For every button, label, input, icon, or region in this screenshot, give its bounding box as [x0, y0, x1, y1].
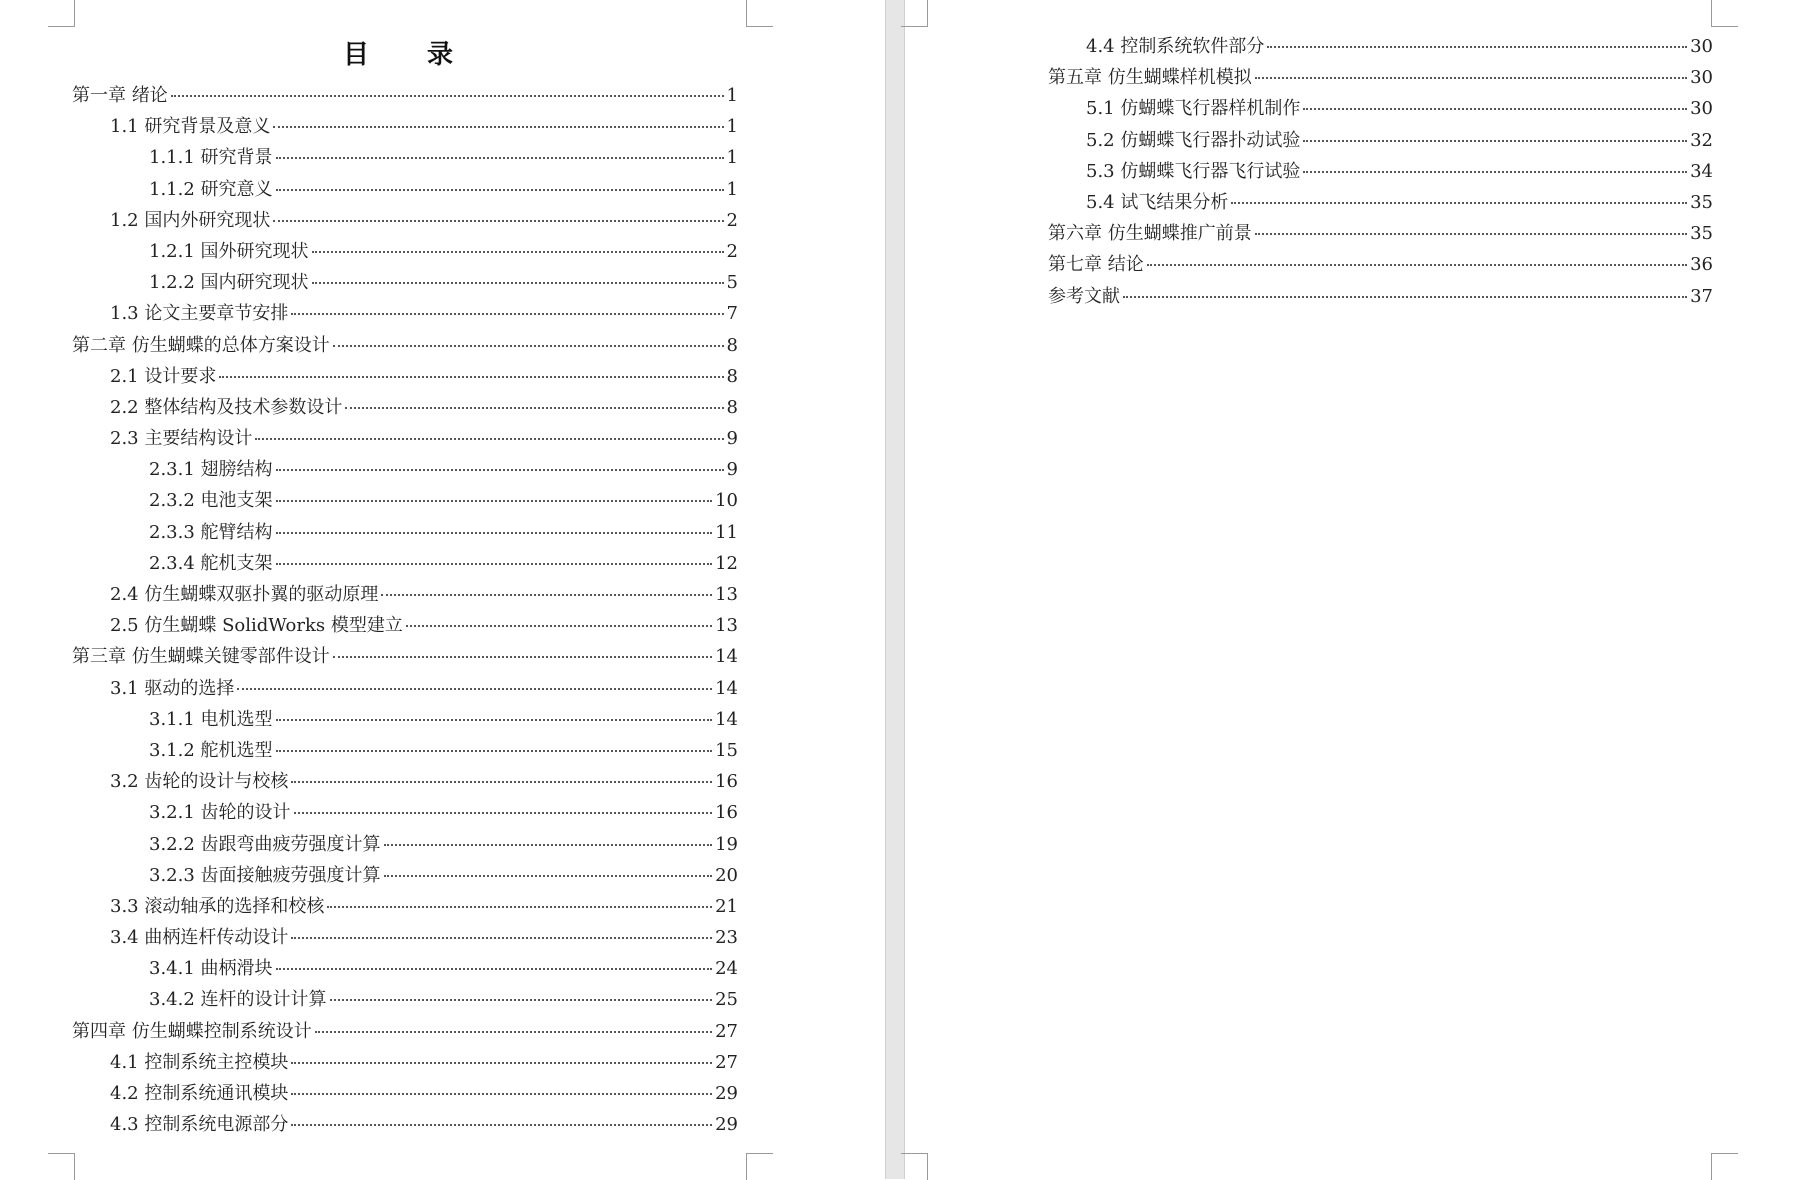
toc-dot-leader — [1147, 264, 1687, 266]
toc-entry[interactable] — [72, 891, 738, 922]
toc-entry-label: 4.3 控制系统电源部分 — [110, 1114, 289, 1136]
toc-entry[interactable] — [1048, 62, 1713, 93]
toc-entry-label: 4.2 控制系统通讯模块 — [110, 1083, 289, 1104]
toc-entry-page-number: 27 — [715, 1020, 738, 1042]
toc-entry[interactable] — [72, 80, 738, 111]
toc-entry-label: 3.1 驱动的选择 — [110, 677, 235, 699]
toc-dot-leader — [276, 157, 724, 159]
toc-entry-label: 5.4 试飞结果分析 — [1086, 191, 1229, 213]
toc-entry-label: 3.4.1 曲柄滑块 — [149, 958, 273, 980]
toc-entry-page-number: 35 — [1690, 191, 1713, 213]
toc-entry[interactable] — [72, 641, 738, 672]
toc-entry-page-number: 9 — [726, 428, 738, 450]
toc-entry-page-number: 36 — [1690, 254, 1713, 276]
toc-entry-label: 第六章 仿生蝴蝶推广前景 — [1048, 223, 1252, 245]
toc-entry-page-number: 30 — [1690, 98, 1713, 120]
toc-dot-leader — [291, 1062, 712, 1064]
toc-entry-label: 2.2 整体结构及技术参数设计 — [110, 396, 343, 418]
toc-entry[interactable] — [72, 797, 738, 828]
toc-entry-page-number: 29 — [715, 1083, 738, 1104]
toc-entry-page-number: 24 — [715, 958, 738, 980]
toc-dot-leader — [333, 656, 712, 658]
toc-entry[interactable] — [1048, 125, 1713, 156]
document-page-left — [0, 0, 885, 1179]
toc-entry[interactable] — [72, 517, 738, 548]
toc-dot-leader — [406, 625, 712, 627]
toc-dot-leader — [276, 500, 713, 502]
toc-dot-leader — [1231, 202, 1687, 204]
toc-entry-label: 1.2.1 国外研究现状 — [149, 240, 309, 262]
toc-entry-label: 2.4 仿生蝴蝶双驱扑翼的驱动原理 — [110, 584, 379, 605]
toc-entry[interactable] — [72, 298, 738, 329]
toc-entry[interactable] — [1048, 187, 1713, 218]
toc-dot-leader — [294, 812, 713, 814]
toc-entry[interactable] — [72, 454, 738, 485]
toc-entry[interactable] — [1048, 218, 1713, 249]
toc-entry-page-number: 14 — [715, 677, 738, 699]
toc-dot-leader — [276, 563, 713, 565]
toc-dot-leader — [219, 376, 723, 378]
toc-entry[interactable] — [72, 205, 738, 236]
toc-entry-label: 3.2 齿轮的设计与校核 — [110, 771, 289, 793]
toc-entry[interactable] — [72, 361, 738, 392]
toc-dot-leader — [333, 345, 724, 347]
toc-entry-label: 第四章 仿生蝴蝶控制系统设计 — [72, 1020, 312, 1042]
toc-entry[interactable] — [1048, 93, 1713, 124]
toc-dot-leader — [291, 313, 723, 315]
toc-entry[interactable] — [1048, 31, 1713, 62]
toc-entry-label: 2.1 设计要求 — [110, 365, 217, 387]
toc-title: 目 录 — [342, 40, 469, 70]
toc-dot-leader — [237, 688, 712, 690]
toc-entry-page-number: 30 — [1690, 67, 1713, 89]
toc-dot-leader — [291, 1093, 712, 1095]
toc-entry[interactable] — [72, 1109, 738, 1140]
toc-dot-leader — [1123, 296, 1687, 298]
toc-entry-page-number: 1 — [726, 116, 738, 138]
toc-entry[interactable] — [72, 860, 738, 891]
toc-entry-page-number: 14 — [715, 646, 738, 668]
toc-entry-label: 4.4 控制系统软件部分 — [1086, 36, 1265, 57]
toc-entry-label: 1.1 研究背景及意义 — [110, 116, 271, 138]
toc-entry-page-number: 16 — [715, 802, 738, 824]
toc-dot-leader — [291, 1124, 712, 1126]
toc-entry-page-number: 14 — [715, 708, 738, 730]
toc-entry-label: 第三章 仿生蝴蝶关键零部件设计 — [72, 646, 330, 668]
toc-entry-page-number: 1 — [726, 178, 738, 200]
toc-entry-page-number: 1 — [726, 85, 738, 106]
toc-entry-page-number: 12 — [715, 552, 738, 574]
toc-entry[interactable] — [1048, 249, 1713, 280]
toc-dot-leader — [381, 594, 712, 596]
toc-entry[interactable] — [72, 236, 738, 267]
toc-entry-page-number: 13 — [715, 615, 738, 637]
page-corner-mark — [746, 1153, 773, 1180]
toc-entry-label: 2.3.1 翅膀结构 — [149, 459, 273, 481]
toc-entry-page-number: 37 — [1690, 285, 1713, 307]
toc-dot-leader — [255, 438, 723, 440]
toc-dot-leader — [384, 844, 713, 846]
toc-list-right — [1048, 31, 1713, 312]
toc-entry[interactable] — [72, 548, 738, 579]
toc-dot-leader — [276, 750, 713, 752]
toc-entry[interactable] — [72, 392, 738, 423]
toc-entry[interactable] — [72, 330, 738, 361]
toc-entry-page-number: 13 — [715, 584, 738, 605]
toc-entry-page-number: 16 — [715, 771, 738, 793]
toc-entry-label: 3.4.2 连杆的设计计算 — [149, 989, 327, 1011]
toc-dot-leader — [276, 469, 724, 471]
toc-dot-leader — [384, 875, 713, 877]
toc-entry[interactable] — [72, 829, 738, 860]
toc-entry-label: 第五章 仿生蝴蝶样机模拟 — [1048, 67, 1252, 89]
toc-entry[interactable] — [72, 610, 738, 641]
toc-entry-page-number: 20 — [715, 864, 738, 886]
page-corner-mark — [1711, 0, 1738, 27]
toc-entry-page-number: 11 — [715, 521, 738, 543]
toc-entry[interactable] — [72, 267, 738, 298]
toc-entry-page-number: 19 — [715, 833, 738, 855]
toc-entry[interactable] — [72, 922, 738, 953]
toc-entry[interactable] — [72, 111, 738, 142]
toc-dot-leader — [330, 999, 713, 1001]
toc-dot-leader — [1255, 233, 1687, 235]
toc-entry[interactable] — [72, 579, 738, 610]
toc-dot-leader — [312, 251, 724, 253]
toc-dot-leader — [312, 282, 724, 284]
toc-dot-leader — [291, 781, 712, 783]
toc-entry-label: 3.1.1 电机选型 — [149, 708, 273, 730]
toc-entry[interactable] — [72, 735, 738, 766]
toc-entry-label: 1.1.2 研究意义 — [149, 178, 273, 200]
toc-entry-label: 2.3.4 舵机支架 — [149, 552, 273, 574]
toc-entry-page-number: 32 — [1690, 129, 1713, 151]
toc-dot-leader — [276, 719, 713, 721]
page-corner-mark — [48, 1153, 75, 1180]
toc-entry-page-number: 35 — [1690, 223, 1713, 245]
toc-entry[interactable] — [72, 485, 738, 516]
toc-entry-page-number: 7 — [726, 303, 738, 325]
toc-entry[interactable] — [72, 1078, 738, 1109]
toc-entry-label: 3.2.3 齿面接触疲劳强度计算 — [149, 864, 381, 886]
page-corner-mark — [48, 0, 75, 27]
toc-entry-label: 2.5 仿生蝴蝶 SolidWorks 模型建立 — [110, 615, 403, 637]
toc-entry-label: 第二章 仿生蝴蝶的总体方案设计 — [72, 334, 330, 356]
toc-entry[interactable] — [72, 1016, 738, 1047]
toc-entry-label: 第一章 绪论 — [72, 85, 168, 106]
toc-entry-label: 1.2.2 国内研究现状 — [149, 272, 309, 294]
toc-dot-leader — [1303, 171, 1687, 173]
toc-entry[interactable] — [72, 174, 738, 205]
toc-entry[interactable] — [72, 766, 738, 797]
toc-entry-page-number: 34 — [1690, 160, 1713, 182]
toc-entry-label: 3.2.2 齿跟弯曲疲劳强度计算 — [149, 833, 381, 855]
toc-entry-label: 2.3.3 舵臂结构 — [149, 521, 273, 543]
toc-entry[interactable] — [72, 704, 738, 735]
toc-entry-label: 4.1 控制系统主控模块 — [110, 1051, 289, 1073]
toc-entry-page-number: 2 — [726, 240, 738, 262]
toc-entry-page-number: 29 — [715, 1114, 738, 1136]
toc-entry-page-number: 21 — [715, 895, 738, 917]
toc-entry-label: 1.3 论文主要章节安排 — [110, 303, 289, 325]
toc-entry[interactable] — [72, 673, 738, 704]
toc-dot-leader — [171, 95, 724, 97]
toc-entry[interactable] — [72, 142, 738, 173]
toc-entry-label: 3.4 曲柄连杆传动设计 — [110, 927, 289, 949]
toc-entry-label: 3.2.1 齿轮的设计 — [149, 802, 291, 824]
toc-entry-label: 2.3 主要结构设计 — [110, 428, 253, 450]
toc-entry-label: 5.2 仿蝴蝶飞行器扑动试验 — [1086, 129, 1301, 151]
toc-entry-label: 5.1 仿蝴蝶飞行器样机制作 — [1086, 98, 1301, 120]
toc-entry[interactable] — [72, 984, 738, 1015]
toc-dot-leader — [345, 407, 723, 409]
toc-dot-leader — [273, 126, 723, 128]
toc-entry-label: 参考文献 — [1048, 285, 1120, 307]
toc-dot-leader — [327, 906, 712, 908]
toc-entry-page-number: 23 — [715, 927, 738, 949]
toc-entry-label: 第七章 结论 — [1048, 254, 1144, 276]
toc-entry-page-number: 8 — [726, 396, 738, 418]
toc-entry[interactable] — [72, 1047, 738, 1078]
toc-entry-label: 3.1.2 舵机选型 — [149, 739, 273, 761]
toc-dot-leader — [273, 220, 723, 222]
toc-entry-page-number: 2 — [726, 209, 738, 231]
page-corner-mark — [1711, 1153, 1738, 1180]
toc-dot-leader — [276, 968, 713, 970]
toc-entry[interactable] — [72, 423, 738, 454]
toc-dot-leader — [1303, 140, 1687, 142]
toc-entry-page-number: 1 — [726, 147, 738, 169]
toc-dot-leader — [276, 532, 713, 534]
toc-dot-leader — [315, 1031, 712, 1033]
toc-entry-page-number: 8 — [726, 365, 738, 387]
page-corner-mark — [746, 0, 773, 27]
toc-entry-page-number: 9 — [726, 459, 738, 481]
page-corner-mark — [901, 0, 928, 27]
page-gutter — [885, 0, 905, 1179]
toc-entry[interactable] — [72, 953, 738, 984]
page-corner-mark — [901, 1153, 928, 1180]
toc-entry-label: 2.3.2 电池支架 — [149, 490, 273, 512]
toc-entry-page-number: 27 — [715, 1051, 738, 1073]
toc-entry-label: 1.1.1 研究背景 — [149, 147, 273, 169]
toc-entry-page-number: 10 — [715, 490, 738, 512]
toc-dot-leader — [1303, 108, 1687, 110]
toc-entry-page-number: 15 — [715, 739, 738, 761]
toc-entry-label: 5.3 仿蝴蝶飞行器飞行试验 — [1086, 160, 1301, 182]
toc-dot-leader — [291, 937, 712, 939]
toc-entry[interactable] — [1048, 281, 1713, 312]
toc-entry-label: 3.3 滚动轴承的选择和校核 — [110, 895, 325, 917]
toc-entry-page-number: 25 — [715, 989, 738, 1011]
toc-entry-page-number: 5 — [726, 272, 738, 294]
toc-entry[interactable] — [1048, 156, 1713, 187]
toc-list-left — [72, 80, 738, 1140]
toc-entry-page-number: 8 — [726, 334, 738, 356]
toc-entry-label: 1.2 国内外研究现状 — [110, 209, 271, 231]
toc-dot-leader — [276, 189, 724, 191]
toc-dot-leader — [1267, 46, 1687, 48]
toc-dot-leader — [1255, 77, 1687, 79]
toc-entry-page-number: 30 — [1690, 36, 1713, 57]
